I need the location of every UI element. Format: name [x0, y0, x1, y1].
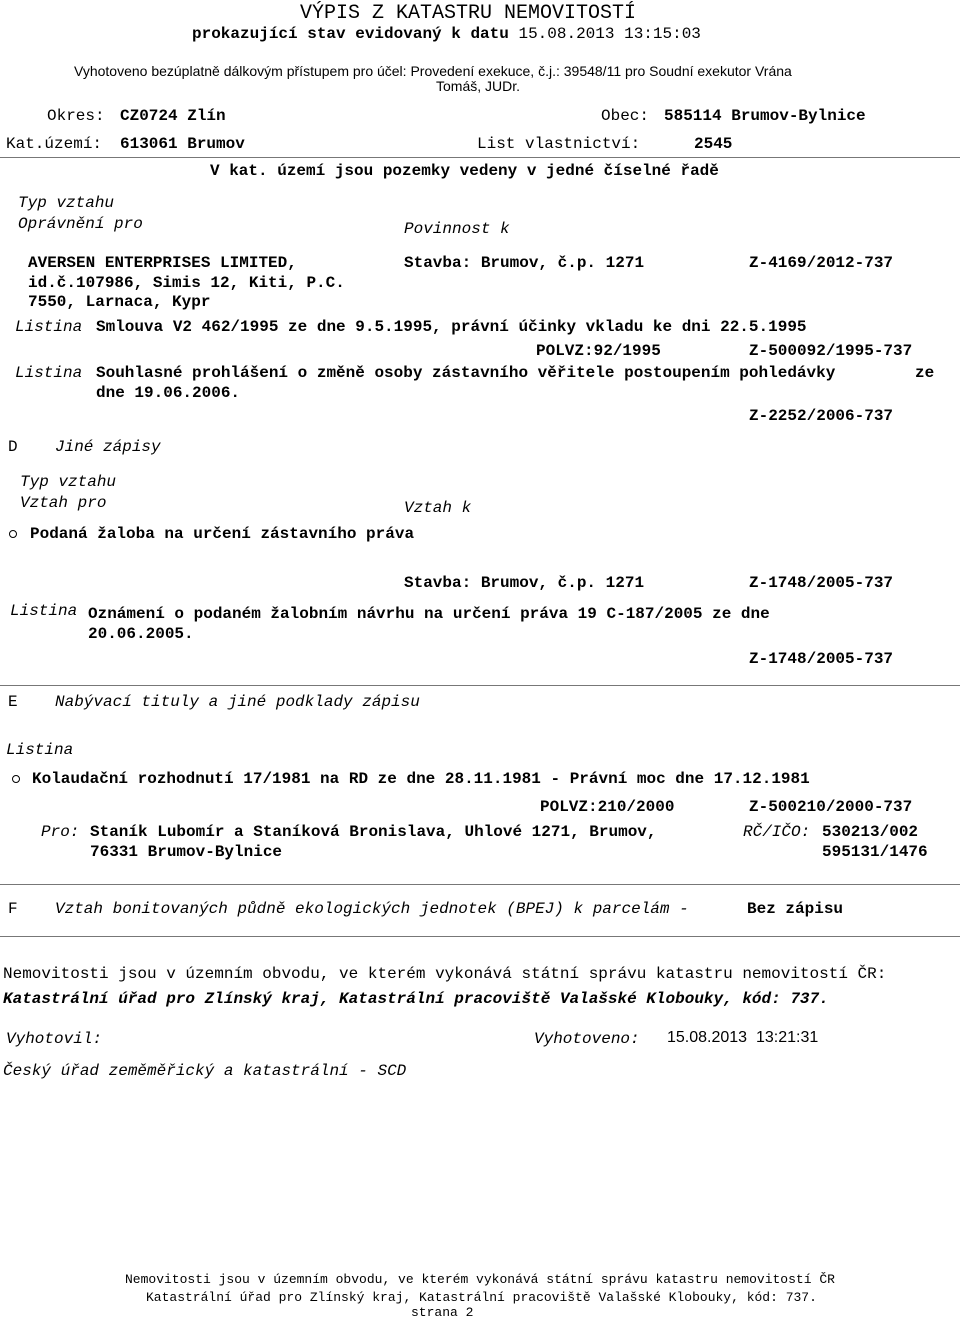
- divider: [0, 685, 960, 686]
- d-listina-line-2: 20.06.2005.: [88, 625, 194, 643]
- e-section-title: Nabývací tituly a jiné podklady zápisu: [55, 693, 420, 711]
- subtitle: [192, 25, 701, 44]
- vyhotoveno-value: 15.08.2013 13:21:31: [667, 1029, 819, 1046]
- vyhotoveno-label: Vyhotoveno:: [534, 1030, 640, 1048]
- c-polvz-1: POLVZ:92/1995: [536, 342, 661, 360]
- e-section-letter: E: [8, 693, 18, 711]
- document-title: VÝPIS Z KATASTRU NEMOVITOSTÍ: [300, 2, 637, 25]
- divider: [0, 884, 960, 885]
- c-ref-1: Z-4169/2012-737: [749, 254, 894, 272]
- obec-value: 585114 Brumov-Bylnice: [664, 107, 866, 125]
- f-section-title: Vztah bonitovaných půdně ekologických jednotek (BPEJ) k parcelám -: [55, 900, 689, 918]
- e-polvz: POLVZ:210/2000: [540, 798, 675, 816]
- numbering-note: V kat. území jsou pozemky vedeny v jedné číselné řadě: [210, 162, 719, 180]
- divider: [0, 936, 960, 937]
- e-rc-label: RČ/IČO:: [743, 823, 811, 841]
- subtitle-date: 15.08.2013 13:15:03: [518, 25, 701, 43]
- d-item: Podaná žaloba na určení zástavního práva: [30, 525, 415, 543]
- c-listina-2-line-2: dne 19.06.2006.: [96, 384, 241, 402]
- divider: [0, 157, 960, 158]
- e-pro-line-1: Staník Lubomír a Staníková Bronislava, Uhlové 1271, Brumov,: [90, 823, 657, 841]
- office-line: Katastrální úřad pro Zlínský kraj, Katastrální pracoviště Valašské Klobouky, kód: 737.: [3, 990, 829, 1008]
- page-footer-line-1: Nemovitosti jsou v územním obvodu, ve kterém vykonává státní správu katastru nemovitostí ČR: [125, 1272, 835, 1287]
- e-pro-line-2: 76331 Brumov-Bylnice: [90, 843, 283, 861]
- subtitle-label: prokazující stav evidovaný k datu: [192, 25, 509, 43]
- c-povinnost-k: Povinnost k: [404, 220, 510, 238]
- obec-label: Obec:: [601, 107, 650, 125]
- party-line-3: 7550, Larnaca, Kypr: [28, 293, 211, 311]
- d-vztah-k: Vztah k: [404, 499, 472, 517]
- c-listina-2-ze: ze: [915, 364, 935, 382]
- katuzemi-value: 613061 Brumov: [120, 135, 245, 153]
- purpose-line-2: Tomáš, JUDr.: [436, 78, 521, 94]
- c-stavba: Stavba: Brumov, č.p. 1271: [404, 254, 645, 272]
- e-ref: Z-500210/2000-737: [749, 798, 913, 816]
- bullet-icon: [9, 530, 17, 538]
- c-listina-1: Smlouva V2 462/1995 ze dne 9.5.1995, právní účinky vkladu ke dni 22.5.1995: [96, 318, 807, 336]
- d-ref-1: Z-1748/2005-737: [749, 574, 894, 592]
- page-number: strana 2: [411, 1305, 474, 1320]
- lv-value: 2545: [694, 135, 733, 153]
- d-ref-2: Z-1748/2005-737: [749, 650, 894, 668]
- page-footer-line-2: Katastrální úřad pro Zlínský kraj, Katastrální pracoviště Valašské Klobouky, kód: 737.: [146, 1290, 817, 1305]
- d-listina-label: Listina: [10, 602, 78, 620]
- katuzemi-label: Kat.území:: [6, 135, 103, 153]
- c-ref-2: Z-500092/1995-737: [749, 342, 913, 360]
- c-listina-2-line-1: Souhlasné prohlášení o změně osoby zástavního věřitele postoupením pohledávky: [96, 364, 836, 382]
- party-line-2: id.č.107986, Simis 12, Kiti, P.C.: [28, 274, 345, 292]
- e-pro-label: Pro:: [41, 823, 80, 841]
- jurisdiction-line: Nemovitosti jsou v územním obvodu, ve kterém vykonává státní správu katastru nemovitostí ČR:: [3, 965, 887, 983]
- d-listina-line-1: Oznámení o podaném žalobním návrhu na určení práva 19 C-187/2005 ze dne: [88, 605, 770, 623]
- lv-label: List vlastnictví:: [477, 135, 641, 153]
- f-status: Bez zápisu: [747, 900, 844, 918]
- c-ref-3: Z-2252/2006-737: [749, 407, 894, 425]
- party-line-1: AVERSEN ENTERPRISES LIMITED,: [28, 254, 297, 272]
- d-vztah-pro: Vztah pro: [20, 494, 107, 512]
- c-listina-label-2: Listina: [15, 364, 83, 382]
- c-listina-label-1: Listina: [15, 318, 83, 336]
- bullet-icon: [12, 775, 20, 783]
- d-stavba: Stavba: Brumov, č.p. 1271: [404, 574, 645, 592]
- okres-value: CZ0724 Zlín: [120, 107, 226, 125]
- d-typ-vztahu: Typ vztahu: [20, 473, 117, 491]
- f-section-letter: F: [8, 900, 18, 918]
- issuing-office: Český úřad zeměměřický a katastrální - SCD: [3, 1062, 407, 1080]
- e-item: Kolaudační rozhodnutí 17/1981 na RD ze dne 28.11.1981 - Právní moc dne 17.12.1981: [32, 770, 810, 788]
- purpose-line-1: Vyhotoveno bezúplatně dálkovým přístupem pro účel: Provedení exekuce, č.j.: 39548/11 pro Soudní exekutor Vrána: [74, 63, 792, 79]
- c-typ-vztahu: Typ vztahu: [18, 194, 115, 212]
- e-rc-2: 595131/1476: [822, 843, 928, 861]
- okres-label: Okres:: [47, 107, 105, 125]
- vyhotovil-label: Vyhotovil:: [6, 1030, 103, 1048]
- e-listina-label: Listina: [6, 741, 74, 759]
- d-section-title: Jiné zápisy: [55, 438, 161, 456]
- d-section-letter: D: [8, 438, 18, 456]
- c-opravneni-pro: Oprávnění pro: [18, 215, 143, 233]
- e-rc-1: 530213/002: [822, 823, 919, 841]
